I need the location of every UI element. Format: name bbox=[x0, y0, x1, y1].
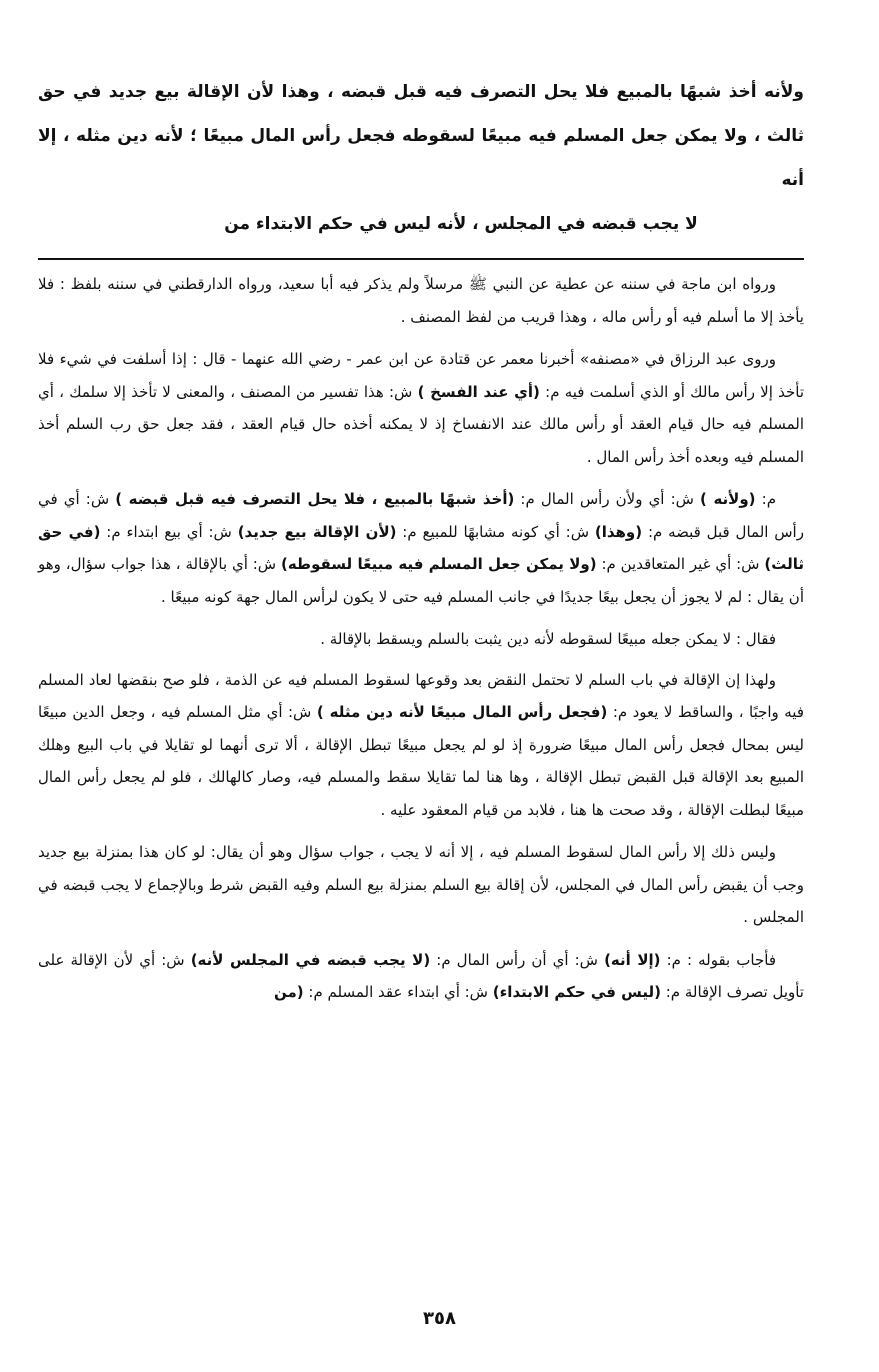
c1-b3: (وهذا) bbox=[594, 522, 643, 541]
c1-t5: ش: أي بيع ابتداء م: bbox=[106, 522, 232, 541]
c5-t1: فأجاب بقوله : م: bbox=[666, 950, 776, 969]
c3-t1: ولهذا إن الإقالة في باب السلم لا تحتمل النقض بعد وقوعها لسقوط المسلم فيه عن الذمة ، فلو صح بنقضها لعاد المسلم فيه واجبًا ، والساقط لا يعود م: bbox=[38, 670, 804, 721]
footnote-2-bold: (أي عند الفسخ ) bbox=[417, 382, 540, 401]
main-text-last-line: لا يجب قبضه في المجلس ، لأنه ليس في حكم الابتداء من bbox=[224, 214, 698, 234]
c5-t4: ش: أي ابتداء عقد المسلم م: bbox=[308, 983, 488, 1001]
c5-b2: (لا يجب قبضه في المجلس لأنه) bbox=[190, 950, 431, 969]
c1-t1: م: bbox=[761, 490, 776, 508]
commentary-paragraph-1 bbox=[38, 483, 804, 613]
main-text-body: ولأنه أخذ شبهًا بالمبيع فلا يحل التصرف فيه قبل قبضه ، وهذا لأن الإقالة بيع جديد في حق ثالث ، ولا يمكن جعل المسلم فيه مبيعًا لسقوطه فجعل رأس المال مبيعًا ؛ لأنه دين مثله ، إلا أنه bbox=[38, 82, 804, 190]
c1-b2: (أخذ شبهًا بالمبيع ، فلا يحل التصرف فيه قبل قبضه ) bbox=[115, 490, 515, 508]
c1-b6: (ولا يمكن جعل المسلم فيه مبيعًا لسقوطه) bbox=[280, 555, 597, 573]
c1-b4: (لأن الإقالة بيع جديد) bbox=[237, 522, 397, 541]
c1-b5: (في حق ثالث) bbox=[38, 522, 804, 573]
footnote-2-rest: ش: هذا تفسير من المصنف ، والمعنى لا تأخذ إلا سلمك ، أي المسلم فيه حال قيام العقد أو رأس مالك عند الانفساخ إذ لا يمكنه أخذه حال قيام العقد ، فقد جعل حق رب السلم أخذ المسلم فيه وبعده أخذ رأس المال . bbox=[38, 382, 804, 466]
c5-b3: (ليس في حكم الابتداء) bbox=[492, 983, 661, 1001]
c5-b1: (إلا أنه) bbox=[604, 950, 661, 969]
c5-t3: ش: أي لأن الإقالة على تأويل تصرف الإقالة م: bbox=[38, 950, 804, 1001]
c3-t2: ش: أي مثل المسلم فيه ، وجعل الدين مبيعًا ليس بمحال فجعل رأس المال مبيعًا ضرورة إذ لو لم يجعل مبيعًا تبطل الإقالة ، ألا ترى أنهما لو تقايلا في باب البيع وهلك المبيع بعد الإقالة قبل القبض تبطل الإقالة ، وها هنا لما تقايلا سقط والمسلم فيه، وصار كالهالك ، فلو لم يجعل رأس المال مبيعًا لبطلت الإقالة ، وقد صحت ها هنا ، فلابد من قيام المعقود عليه . bbox=[38, 703, 804, 819]
c3-b1: (فجعل رأس المال مبيعًا لأنه دين مثله ) bbox=[316, 703, 608, 721]
main-matn-text bbox=[38, 70, 804, 246]
commentary-paragraph-2 bbox=[38, 623, 804, 656]
footnote-1-text: ورواه ابن ماجة في سننه عن عطية عن النبي ﷺ مرسلاً ولم يذكر فيه أبا سعيد، ورواه الدارقطني في سننه بلفظ : فلا يأخذ إلا ما أسلم فيه أو رأس ماله ، وهذا قريب من لفظ المصنف . bbox=[38, 275, 804, 326]
c1-b1: (ولأنه ) bbox=[700, 490, 756, 508]
c1-t3: ش: أي في رأس المال قبل قبضه م: bbox=[38, 490, 804, 541]
commentary-paragraph-5 bbox=[38, 944, 804, 1009]
c1-t6: ش: أي غير المتعاقدين م: bbox=[601, 555, 760, 573]
c1-t2: ش: أي ولأن رأس المال م: bbox=[520, 490, 694, 508]
c4-text: وليس ذلك إلا رأس المال لسقوط المسلم فيه ، إلا أنه لا يجب ، جواب سؤال وهو أن يقال: لو كان هذا بمنزلة بيع جديد وجب أن يقبض رأس المال في المجلس، لأن إقالة بيع السلم بمنزلة بيع السلم وفيه القبض شرط وبالإجماع لا يجب قبضه في المجلس . bbox=[38, 843, 804, 926]
c5-b4: (من bbox=[273, 983, 304, 1001]
footnote-paragraph-1 bbox=[38, 268, 804, 333]
commentary-paragraph-4 bbox=[38, 836, 804, 934]
footnote-paragraph-2 bbox=[38, 343, 804, 473]
book-page bbox=[38, 70, 804, 1340]
c2-text: فقال : لا يمكن جعله مبيعًا لسقوطه لأنه دين يثبت بالسلم ويسقط بالإقالة . bbox=[320, 630, 776, 648]
separator-rule bbox=[38, 258, 804, 260]
c5-t2: ش: أي أن رأس المال م: bbox=[436, 950, 598, 969]
c1-t7: ش: أي بالإقالة ، هذا جواب سؤال، وهو أن يقال : لم لا يجوز أن يجعل بيعًا جديدًا في جانب المسلم فيه حتى لا يكون لرأس المال جهة كونه مبيعًا . bbox=[38, 555, 804, 606]
page-number: ٣٥٨ bbox=[423, 1308, 456, 1329]
footnote-2-text: وروى عبد الرزاق في «مصنفه» أخبرنا معمر عن قتادة عن ابن عمر - رضي الله عنهما - قال : إذا أسلفت في شيء فلا تأخذ إلا رأس مالك أو الذي أسلمت فيه م: bbox=[38, 350, 804, 401]
commentary-paragraph-3 bbox=[38, 664, 804, 827]
c1-t4: ش: أي كونه مشابهًا للمبيع م: bbox=[402, 522, 590, 541]
